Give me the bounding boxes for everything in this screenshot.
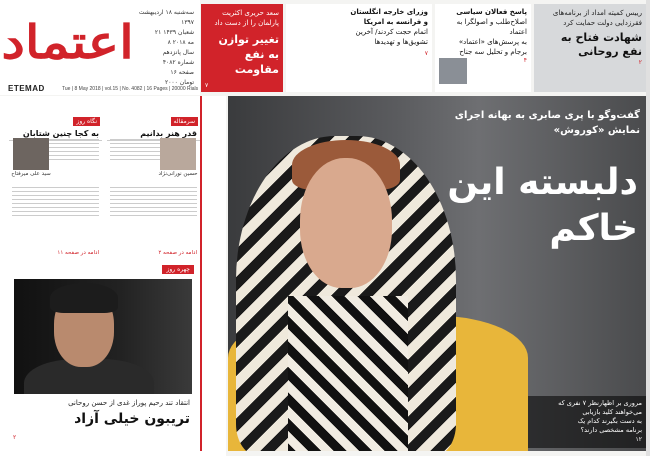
headline-line: اصلاح‌طلب و اصولگرا به اعتماد — [456, 18, 527, 36]
date-line: ۸ مه ۲۰۱۸ — [167, 39, 194, 46]
author-photo — [13, 138, 49, 170]
date-line: شماره ۴۰۸۲ — [162, 59, 194, 66]
headline-political-activists[interactable] — [435, 4, 531, 92]
headline-line: تشویق‌ها و تهدیدها — [374, 38, 428, 46]
headline-red-box[interactable] — [201, 4, 283, 92]
issue-date — [134, 8, 194, 88]
continue-link[interactable]: ادامه در صفحه ۲ — [158, 250, 197, 256]
logo-wordmark — [1, 4, 135, 80]
page-ref: ۲ — [638, 59, 642, 66]
newspaper-logo[interactable] — [1, 4, 135, 80]
column-divider — [200, 96, 202, 451]
author-name: حسین نورانی‌نژاد — [158, 171, 198, 177]
photo-face — [300, 158, 392, 288]
caption-line: به دست بگیرند کدام یک — [577, 417, 642, 425]
headline-title: شهادت فتاح به نفع روحانی — [560, 31, 642, 58]
story-subtitle: انتقاد تند رحیم پوراز غدی از حسن روحانی — [68, 399, 190, 407]
date-line: ۲۰۰۰ تومان — [164, 79, 194, 86]
column-text — [110, 136, 160, 163]
date-line: سه‌شنبه ۱۸ اردیبهشت ۱۳۹۷ — [138, 9, 194, 26]
bottom-story[interactable] — [9, 265, 194, 445]
opinion-column[interactable] — [9, 108, 102, 258]
caption-line: می‌خواهند کلید بازیابی — [582, 408, 642, 416]
headline-title: تغییر توازن به نفع مقاومت — [218, 33, 279, 76]
page-ref: ۷ — [424, 50, 428, 57]
continue-link[interactable]: ادامه در صفحه ۱۱ — [57, 250, 99, 256]
headline-line: اتمام حجت کردند/ آخرین — [355, 28, 428, 36]
column-text — [12, 184, 99, 219]
main-story-headline[interactable]: دلبسته این خاکم — [447, 162, 638, 249]
headline-grey-box[interactable] — [534, 4, 646, 92]
headline-foreign-ministers[interactable] — [286, 4, 432, 92]
headline-line: و فرانسه به امریکا — [363, 18, 428, 26]
column-tag: سرمقاله — [171, 117, 198, 126]
story-tag: چهره روز — [162, 265, 194, 274]
page-ref: ۷ — [205, 82, 209, 89]
issue-info-english: Tue | 8 May 2018 | vol.15 | No. 4082 | 16 Pages | 20000 Rials — [62, 86, 198, 92]
column-text — [110, 184, 197, 219]
date-line: سال پانزدهم — [162, 49, 194, 56]
caption-line: برنامه مشخصی دارند؟ — [580, 426, 642, 434]
author-name: سید علی میرفتاح — [11, 171, 51, 177]
masthead — [0, 0, 200, 95]
headline-thumbnail — [439, 58, 467, 84]
headline-kicker: سعد حریری اکثریت پارلمان را از دست داد — [214, 9, 279, 27]
caption-line: مروری بر اظهارنظر ۷ نفری که — [558, 399, 642, 407]
photo-figure-hair — [50, 283, 118, 313]
page-ref: ۲ — [13, 434, 17, 441]
logo-arabic: اعتماد — [1, 15, 135, 69]
date-line: ۲۱ شعبان ۱۴۳۹ — [154, 29, 194, 36]
page-ref: ۱۲ — [635, 436, 642, 443]
story-headline: تریبون خیلی آزاد — [74, 411, 190, 427]
page-scrollbar[interactable] — [646, 0, 650, 456]
column-title: قدر هنر بدانیم — [107, 127, 200, 141]
headline-line: برجام و تحلیل سه جناح — [459, 48, 527, 56]
author-photo — [160, 138, 196, 170]
headline-kicker: رییس کمیته امداد از برنامه‌های فقرزدایی دولت حمایت کرد — [552, 9, 642, 27]
column-title: به کجا چنین شتابان — [9, 127, 102, 141]
page-ref: ۴ — [523, 57, 527, 64]
photo-shawl — [288, 296, 408, 451]
caption-story-box[interactable] — [528, 396, 646, 448]
story-photo — [14, 279, 192, 394]
headline-line: پاسخ فعالان سیاسی — [456, 8, 527, 16]
main-story-subtitle: گفت‌وگو با پری صابری به بهانه اجرای نمایش «کوروش» — [454, 110, 640, 136]
column-text — [49, 136, 99, 163]
headline-line: وزرای خارجه انگلستان — [350, 8, 428, 16]
date-line: ۱۶ صفحه — [170, 69, 194, 76]
editorial-column[interactable] — [107, 108, 200, 258]
headline-line: به پرسش‌های «اعتماد» — [458, 38, 527, 46]
logo-english: ETEMAD — [8, 84, 45, 93]
column-tag: نگاه روز — [73, 117, 100, 126]
